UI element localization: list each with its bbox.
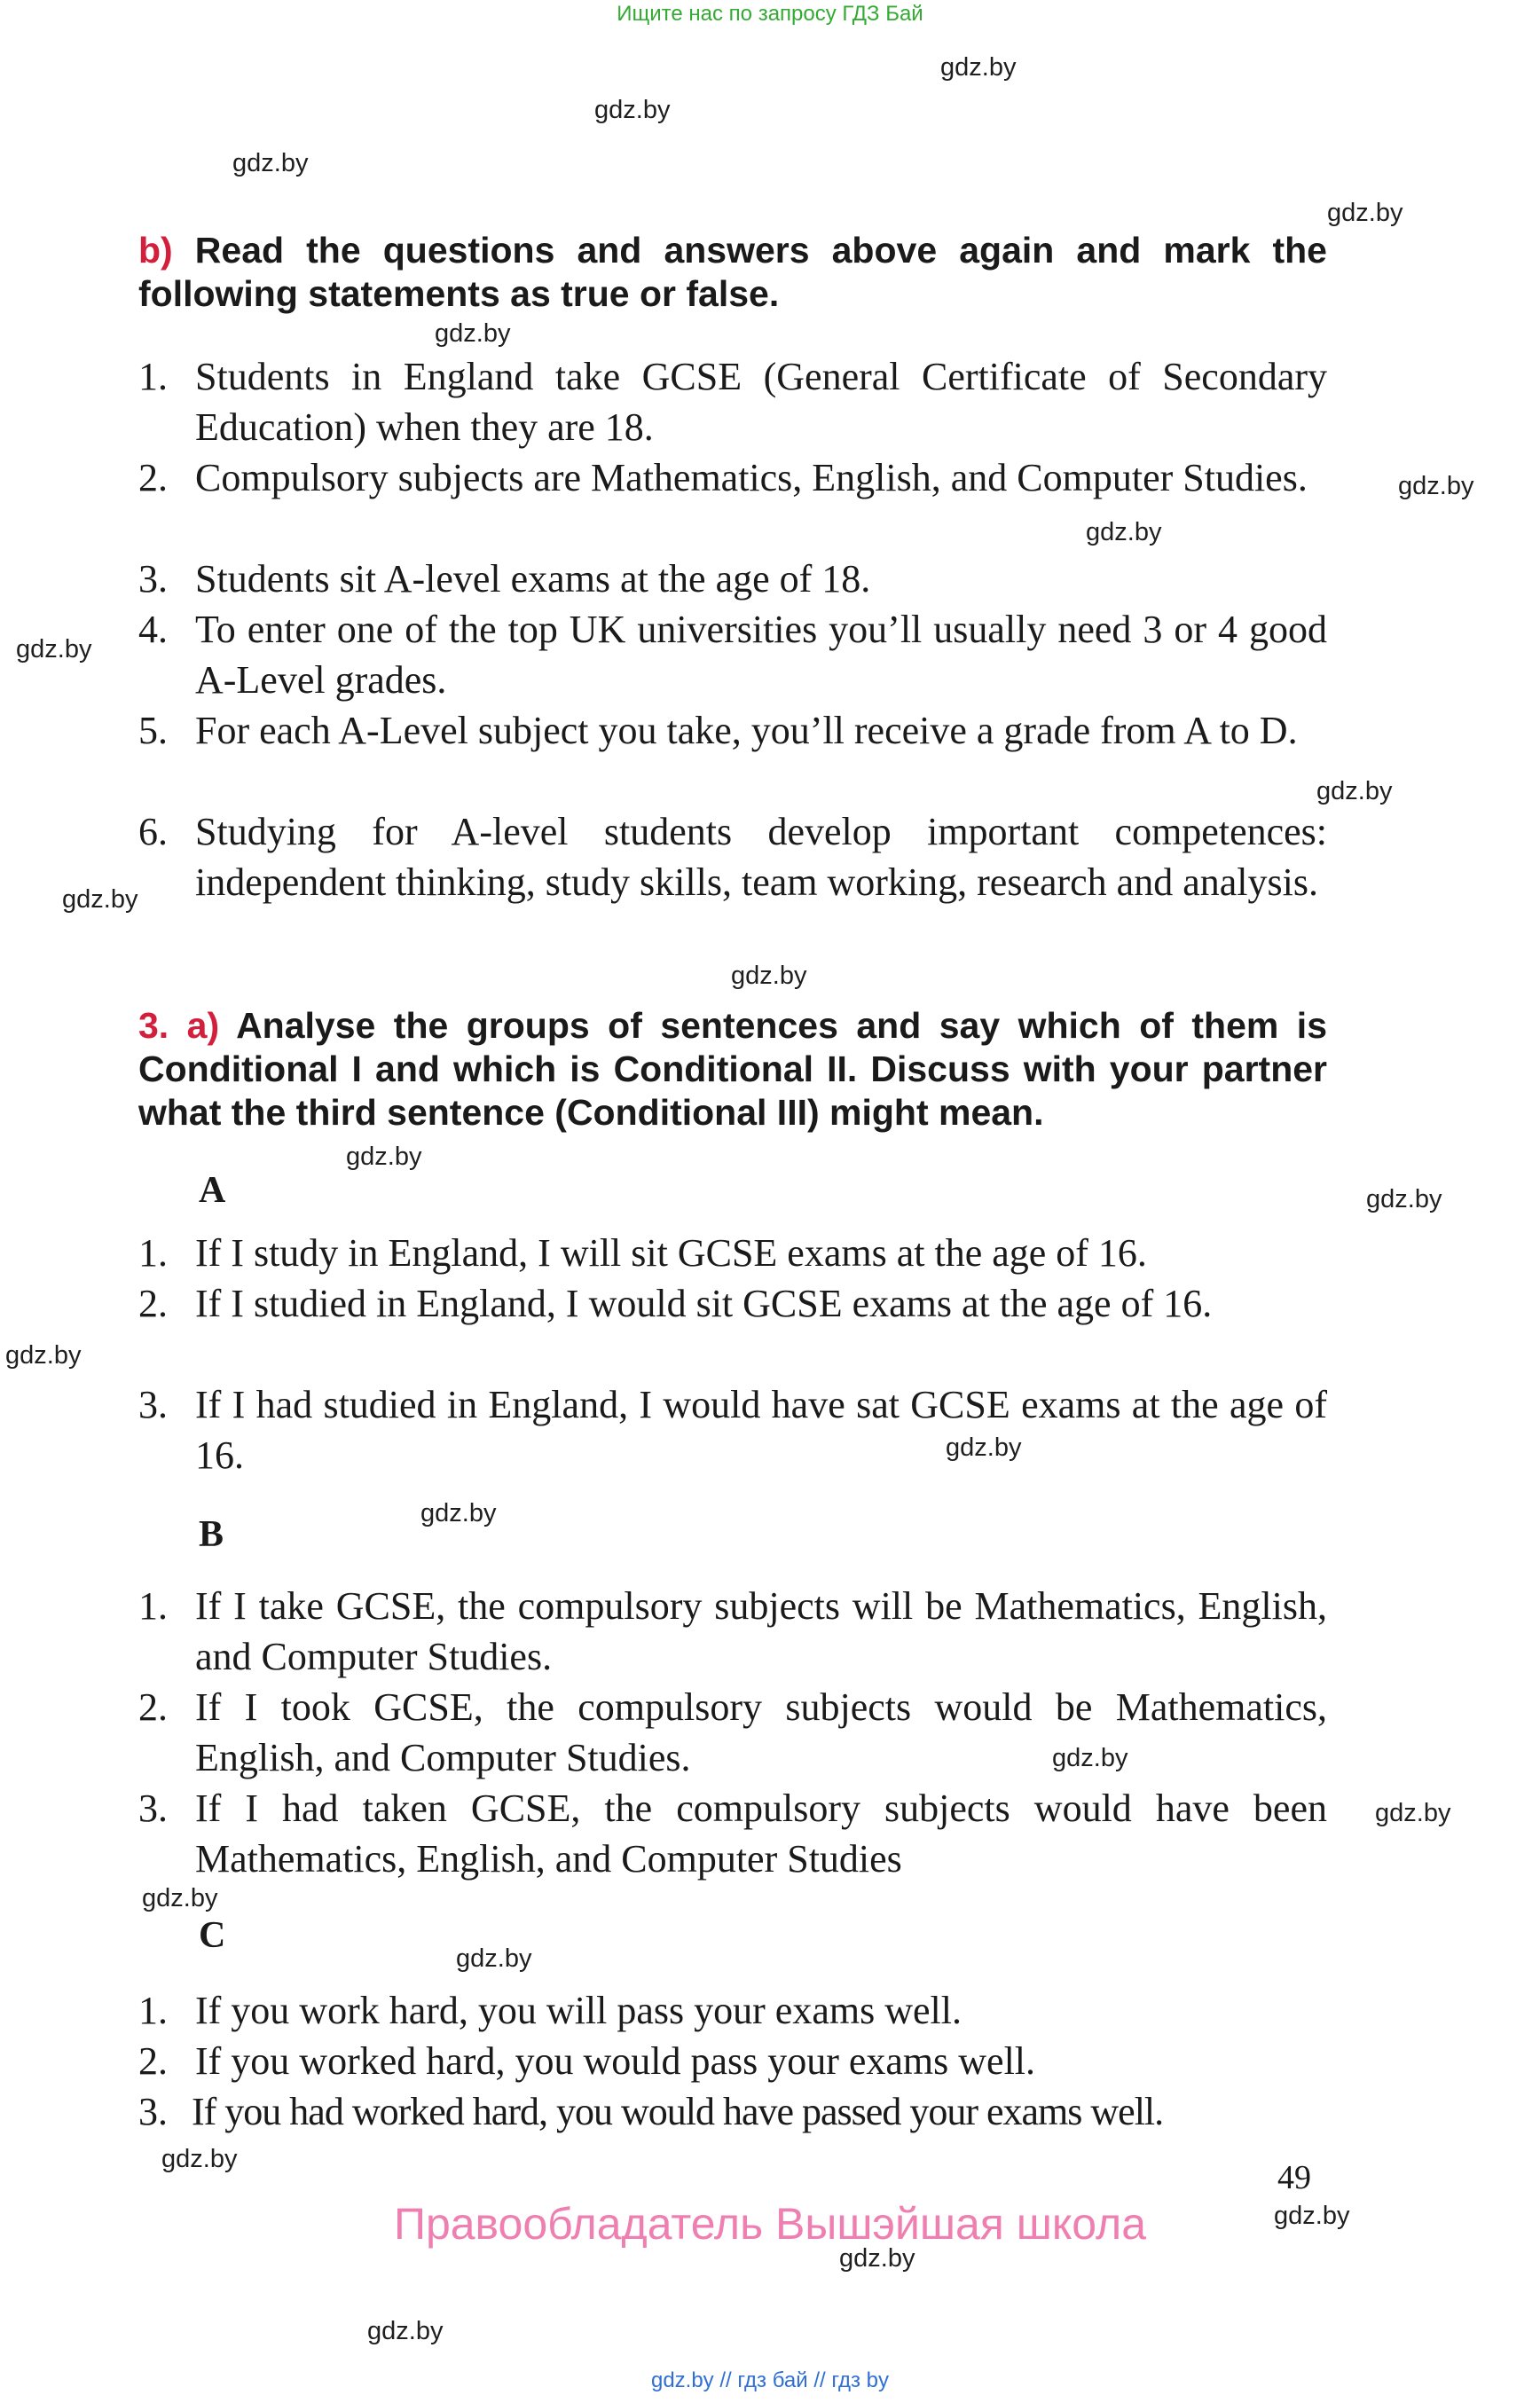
watermark: gdz.by xyxy=(946,1433,1022,1462)
sentence-text: If you worked hard, you would pass your exams well. xyxy=(195,2039,1036,2083)
sentence-number: 2. xyxy=(138,1282,168,1325)
statement-number: 4. xyxy=(138,608,168,651)
sentence-item xyxy=(138,1985,1327,2036)
sentence-item xyxy=(138,2086,1327,2137)
sentence-text: If you work hard, you will pass your exams well. xyxy=(195,1989,962,2032)
sentence-number: 2. xyxy=(138,2039,168,2083)
watermark: gdz.by xyxy=(1274,2202,1350,2230)
statement-text: Compulsory subjects are Mathematics, English, and Computer Studies. xyxy=(195,456,1308,499)
group-letter-c: C xyxy=(199,1915,226,1956)
sentence-number: 1. xyxy=(138,1231,168,1275)
watermark: gdz.by xyxy=(420,1499,497,1527)
sentence-item xyxy=(138,1581,1327,1682)
watermark: gdz.by xyxy=(731,962,807,990)
sentence-item xyxy=(138,1228,1327,1278)
sentence-number: 1. xyxy=(138,1989,168,2032)
watermark: gdz.by xyxy=(940,53,1017,82)
sentence-number: 3. xyxy=(138,1787,168,1830)
task-b-text: Read the questions and answers above again and mark the following statements as true or false. xyxy=(138,230,1327,314)
sentence-text: If I study in England, I will sit GCSE exams at the age of 16. xyxy=(195,1231,1147,1275)
statement-text: Students in England take GCSE (General Certificate of Secondary Education) when they are 18. xyxy=(195,355,1327,449)
statement-item xyxy=(138,604,1327,705)
task-3a-text: Analyse the groups of sentences and say which of them is Conditional I and which is Conditional II. Discuss with your partner what the third sentence (Conditional III) might mean. xyxy=(138,1005,1328,1133)
task-b-marker: b) xyxy=(138,230,173,271)
watermark: gdz.by xyxy=(839,2244,915,2273)
watermark: gdz.by xyxy=(346,1143,422,1171)
statement-number: 6. xyxy=(138,810,168,853)
statement-number: 2. xyxy=(138,456,168,499)
watermark: gdz.by xyxy=(1375,1799,1451,1827)
sentence-text: If I took GCSE, the compulsory subjects would be Mathematics, English, and Computer Studies. xyxy=(195,1685,1327,1779)
sentence-number: 3. xyxy=(138,1383,168,1426)
watermark: gdz.by xyxy=(456,1944,532,1973)
top-search-note: Ищите нас по запросу ГДЗ Бай xyxy=(617,2,923,26)
sentence-text: If I studied in England, I would sit GCSE exams at the age of 16. xyxy=(195,1282,1213,1325)
watermark: gdz.by xyxy=(594,96,671,124)
watermark: gdz.by xyxy=(232,149,309,177)
watermark: gdz.by xyxy=(435,319,511,348)
sentence-item xyxy=(138,2036,1327,2086)
statement-item xyxy=(138,452,1327,503)
task-b-heading xyxy=(138,229,1327,316)
watermark: gdz.by xyxy=(1366,1185,1442,1213)
watermark: gdz.by xyxy=(16,635,92,664)
watermark: gdz.by xyxy=(1052,1744,1128,1772)
statement-item xyxy=(138,705,1327,756)
sentence-item xyxy=(138,1278,1327,1329)
statement-text: Students sit A-level exams at the age of 18. xyxy=(195,557,871,601)
watermark: gdz.by xyxy=(1316,777,1393,805)
watermark: gdz.by xyxy=(142,1884,218,1912)
statement-item xyxy=(138,351,1327,452)
statement-text: To enter one of the top UK universities you’ll usually need 3 or 4 good A-Level grades. xyxy=(195,608,1327,702)
task-3a-heading xyxy=(138,1004,1327,1135)
watermark: gdz.by xyxy=(367,2317,444,2345)
sentence-text: If you had worked hard, you would have passed your exams well. xyxy=(192,2090,1164,2133)
sentence-text: If I take GCSE, the compulsory subjects will be Mathematics, English, and Computer Studies. xyxy=(195,1584,1327,1678)
statement-number: 1. xyxy=(138,355,168,398)
sentence-number: 1. xyxy=(138,1584,168,1628)
rights-holder: Правообладатель Вышэйшая школа xyxy=(394,2199,1146,2249)
group-letter-b: B xyxy=(199,1514,224,1555)
sentence-item xyxy=(138,1682,1327,1783)
statement-item xyxy=(138,554,1327,604)
statement-number: 5. xyxy=(138,709,168,752)
task-3a-marker: 3. a) xyxy=(138,1005,220,1046)
statement-item xyxy=(138,806,1327,907)
watermark: gdz.by xyxy=(1398,472,1474,500)
statement-text: For each A-Level subject you take, you’ll receive a grade from A to D. xyxy=(195,709,1298,752)
watermark: gdz.by xyxy=(1086,518,1162,546)
watermark: gdz.by xyxy=(1327,199,1403,227)
sentence-number: 3. xyxy=(138,2090,168,2133)
watermark: gdz.by xyxy=(5,1341,82,1370)
sentence-item xyxy=(138,1783,1327,1884)
sentence-text: If I had taken GCSE, the compulsory subjects would have been Mathematics, English, and Computer Studies xyxy=(195,1787,1327,1881)
group-letter-a: A xyxy=(199,1170,226,1211)
watermark: gdz.by xyxy=(62,885,138,914)
sentence-number: 2. xyxy=(138,1685,168,1729)
watermark: gdz.by xyxy=(161,2145,238,2173)
sentence-text: If I had studied in England, I would have sat GCSE exams at the age of 16. xyxy=(195,1383,1327,1477)
statement-text: Studying for A-level students develop important competences: independent thinking, study skills, team working, research and analysis. xyxy=(195,810,1327,904)
statement-number: 3. xyxy=(138,557,168,601)
sentence-item xyxy=(138,1379,1327,1480)
footer-links[interactable]: gdz.by // гдз бай // гдз by xyxy=(650,2368,890,2392)
page-number: 49 xyxy=(1277,2159,1311,2196)
